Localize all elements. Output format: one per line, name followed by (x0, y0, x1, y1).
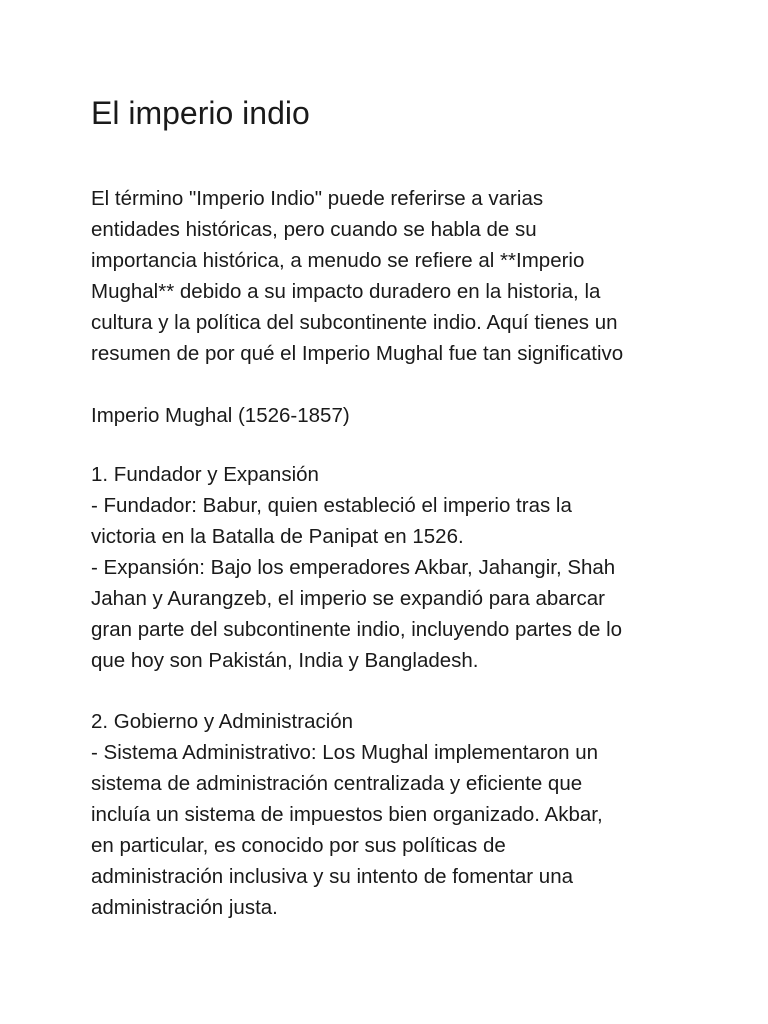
section1-line: Jahan y Aurangzeb, el imperio se expandió para abarcar (91, 587, 605, 610)
section2-heading: 2. Gobierno y Administración (91, 710, 354, 733)
intro-line: resumen de por qué el Imperio Mughal fue tan significativo (91, 342, 624, 365)
intro-line: cultura y la política del subcontinente indio. Aquí tienes un (91, 311, 618, 334)
section-founder-expansion (91, 459, 711, 676)
intro-line: Mughal** debido a su impacto duradero en la historia, la (91, 280, 601, 303)
section1-line: victoria en la Batalla de Panipat en 1526. (91, 525, 464, 548)
section2-line: sistema de administración centralizada y eficiente que (91, 772, 583, 795)
subtitle-line: Imperio Mughal (1526-1857) (91, 404, 350, 427)
document-title: El imperio indio (91, 95, 310, 131)
section-government-administration (91, 706, 711, 923)
section1-line: que hoy son Pakistán, India y Bangladesh. (91, 649, 479, 672)
intro-line: entidades históricas, pero cuando se habla de su (91, 218, 537, 241)
section2-line: en particular, es conocido por sus políticas de (91, 834, 506, 857)
intro-line: El término "Imperio Indio" puede referirse a varias (91, 187, 544, 210)
section-subtitle (91, 400, 711, 431)
section1-line: gran parte del subcontinente indio, incluyendo partes de lo (91, 618, 623, 641)
intro-paragraph (91, 183, 711, 369)
section2-line: - Sistema Administrativo: Los Mughal implementaron un (91, 741, 599, 764)
intro-line: importancia histórica, a menudo se refiere al **Imperio (91, 249, 585, 272)
section1-line: - Expansión: Bajo los emperadores Akbar, Jahangir, Shah (91, 556, 616, 579)
section2-line: administración justa. (91, 896, 278, 919)
section2-line: incluía un sistema de impuestos bien organizado. Akbar, (91, 803, 603, 826)
section1-heading: 1. Fundador y Expansión (91, 463, 319, 486)
section1-line: - Fundador: Babur, quien estableció el imperio tras la (91, 494, 572, 517)
section2-line: administración inclusiva y su intento de fomentar una (91, 865, 574, 888)
